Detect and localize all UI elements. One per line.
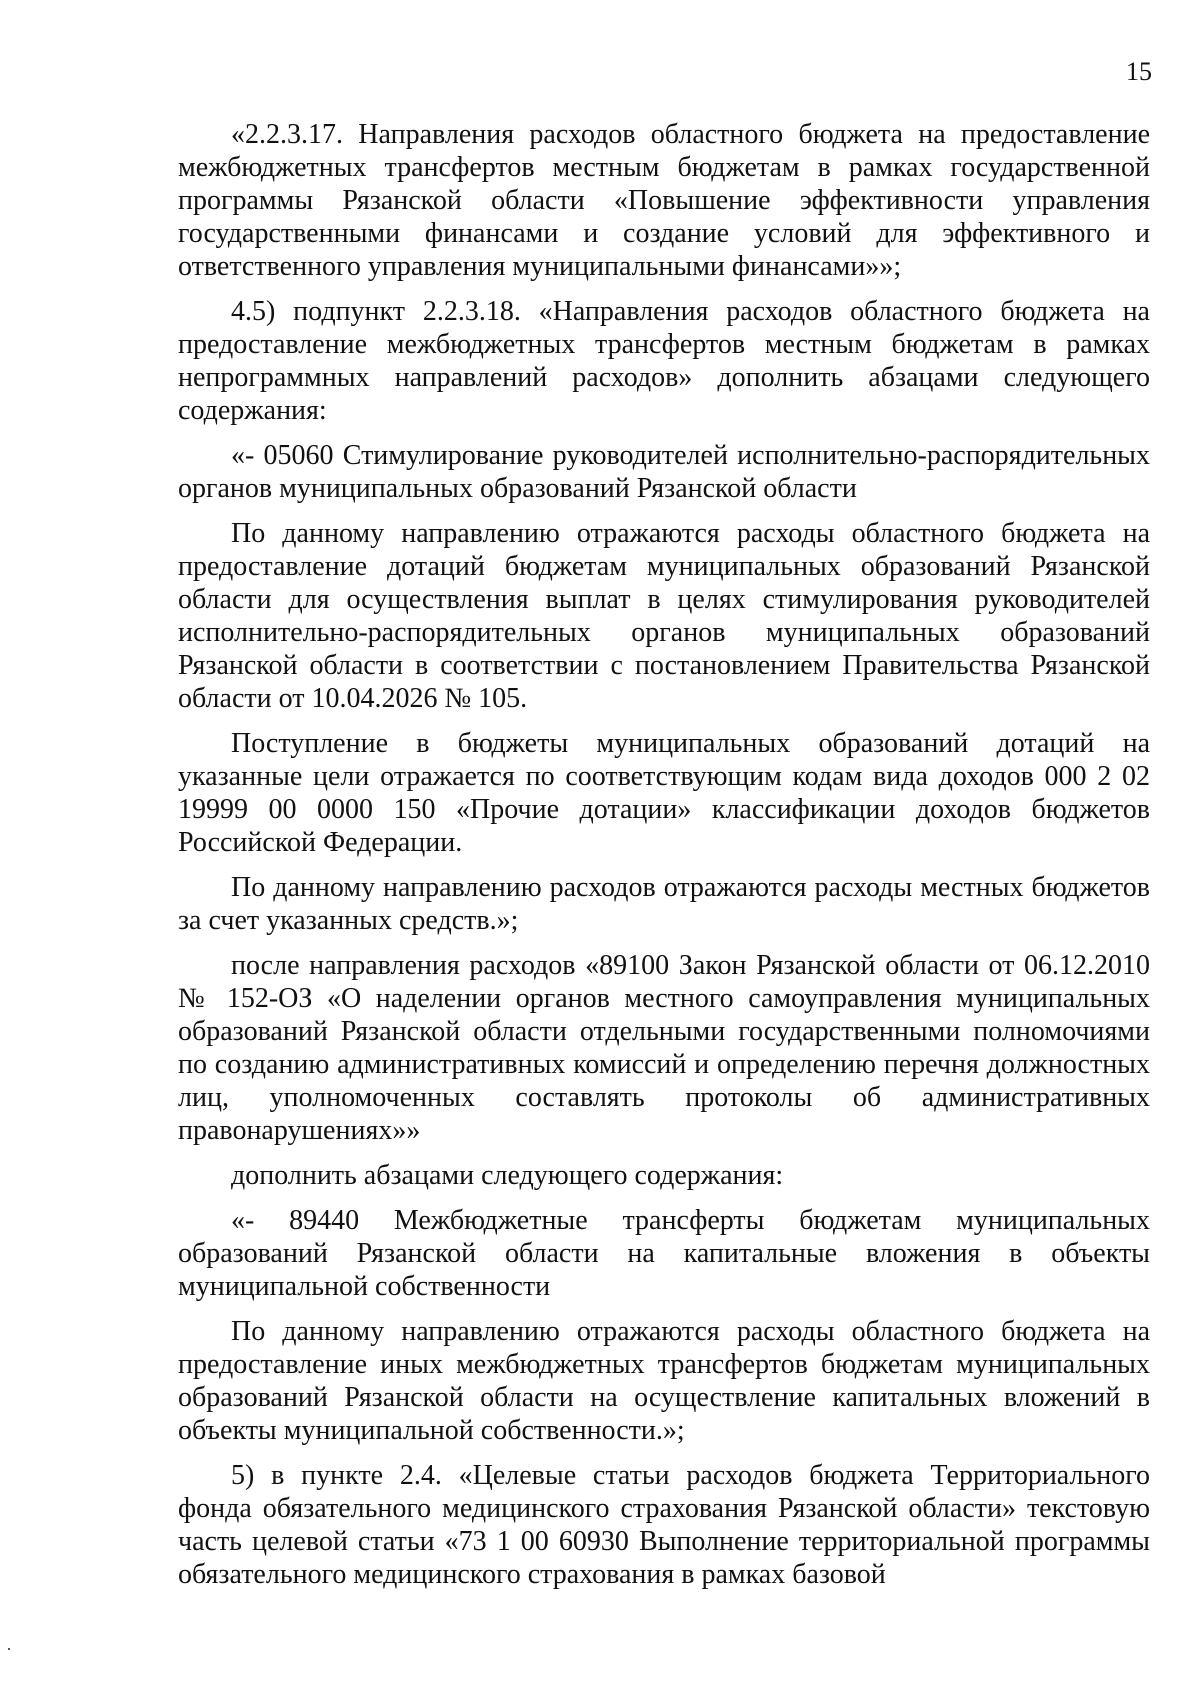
- document-body: [178, 118, 1150, 1591]
- paragraph-05060-revenue: Поступление в бюджеты муниципальных образований дотаций на указанные цели отражается по соответствующим кодам вида доходов 000 2 02 19999 00 0000 150 «Прочие дотации» классификации доходов бюджетов Российской Федерации.: [178, 728, 1150, 858]
- paragraph-05060-local: По данному направлению расходов отражаются расходы местных бюджетов за счет указанных средств.»;: [178, 872, 1150, 936]
- paragraph-after-89100: после направления расходов «89100 Закон Рязанской области от 06.12.2010 № 152-ОЗ «О наделении органов местного самоуправления муниципальных образований Рязанской области отдельными государственными полномочиями по созданию административных комиссий и определению перечня должностных лиц, уполномоченных составлять протоколы об административных правонарушениях»»: [178, 950, 1150, 1146]
- paragraph-item-5: 5) в пункте 2.4. «Целевые статьи расходов бюджета Территориального фонда обязательного медицинского страхования Рязанской области» текстовую часть целевой статьи «73 1 00 60930 Выполнение территориальной программы обязательного медицинского страхования в рамках базовой: [178, 1460, 1150, 1590]
- paragraph-05060-heading: «- 05060 Стимулирование руководителей исполнительно-распорядительных органов муниципальных образований Рязанской области: [178, 440, 1150, 504]
- paragraph-4-5: 4.5) подпункт 2.2.3.18. «Направления расходов областного бюджета на предоставление межбюджетных трансфертов местным бюджетам в рамках непрограммных направлений расходов» дополнить абзацами следующего содержания:: [178, 296, 1150, 426]
- scan-speck: [8, 1648, 10, 1650]
- page-number: 15: [1126, 57, 1152, 86]
- paragraph-05060-description: По данному направлению отражаются расходы областного бюджета на предоставление дотаций бюджетам муниципальных образований Рязанской области для осуществления выплат в целях стимулирования руководителей исполнительно-распорядительных органов муниципальных образований Рязанской области в соответствии с постановлением Правительства Рязанской области от 10.04.2026 № 105.: [178, 518, 1150, 714]
- paragraph-2-2-3-17: «2.2.3.17. Направления расходов областного бюджета на предоставление межбюджетных трансфертов местным бюджетам в рамках государственной программы Рязанской области «Повышение эффективности управления государственными финансами и создание условий для эффективного и ответственного управления муниципальными финансами»»;: [178, 119, 1150, 282]
- paragraph-supplement: дополнить абзацами следующего содержания:: [231, 1160, 784, 1191]
- paragraph-89440-description: По данному направлению отражаются расходы областного бюджета на предоставление иных межбюджетных трансфертов бюджетам муниципальных образований Рязанской области на осуществление капитальных вложений в объекты муниципальной собственности.»;: [178, 1316, 1150, 1446]
- paragraph-89440-heading: «- 89440 Межбюджетные трансферты бюджетам муниципальных образований Рязанской области на капитальные вложения в объекты муниципальной собственности: [178, 1205, 1150, 1302]
